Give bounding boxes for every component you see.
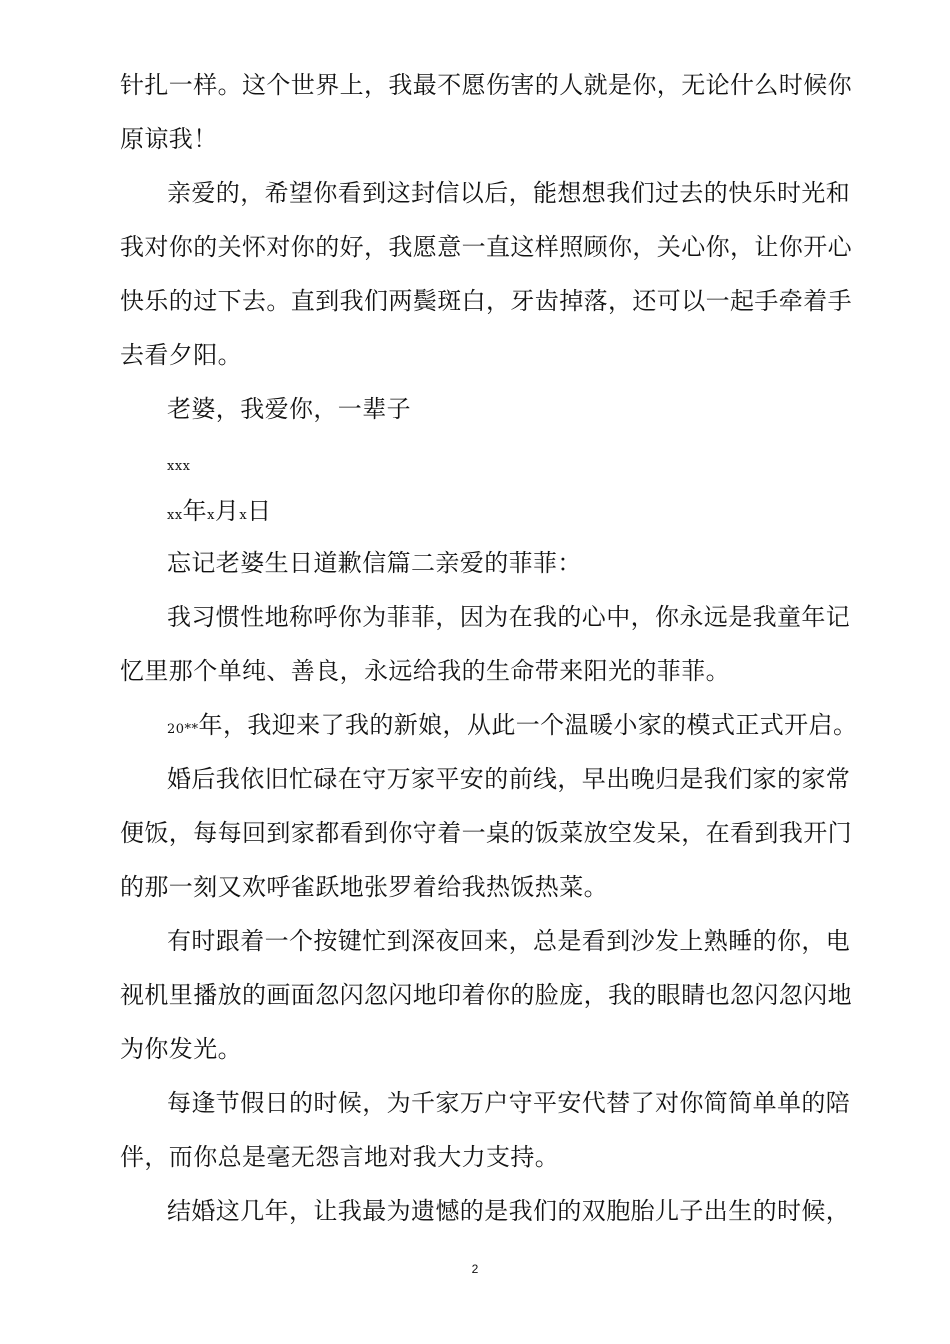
text-line: 我对你的关怀对你的好，我愿意一直这样照顾你，关心你，让你开心 [120,233,852,261]
text-line: 伴，而你总是毫无怨言地对我大力支持。 [120,1143,560,1171]
section-heading: 忘记老婆生日道歉信篇二亲爱的菲菲： [167,549,582,577]
year-placeholder: 20** [167,722,199,737]
paragraph-start [167,710,887,745]
text-line: 快乐的过下去。直到我们两鬓斑白，牙齿掉落，还可以一起手牵着手 [120,287,852,315]
date-month-label: 月 [214,497,240,525]
date-year-placeholder: xx [167,508,183,523]
signature-date [167,496,887,531]
closing-line: 老婆，我爱你，一辈子 [167,395,411,423]
paragraph-start: 每逢节假日的时候，为千家万户守平安代替了对你简简单单的陪 [167,1089,851,1117]
text-line: 的那一刻又欢呼雀跃地张罗着给我热饭热菜。 [120,873,608,901]
paragraph-start: 有时跟着一个按键忙到深夜回来，总是看到沙发上熟睡的你，电 [167,927,851,955]
paragraph-start: 结婚这几年，让我最为遗憾的是我们的双胞胎儿子出生的时候， [167,1197,851,1225]
text-line: 去看夕阳。 [120,341,242,369]
date-day-label: 日 [247,497,272,525]
text-line: 针扎一样。这个世界上，我最不愿伤害的人就是你，无论什么时候你 [120,71,852,99]
date-year-label: 年 [182,497,208,525]
paragraph-start: 亲爱的，希望你看到这封信以后，能想想我们过去的快乐时光和 [167,179,851,207]
text-line: 便饭，每每回到家都看到你守着一桌的饭菜放空发呆，在看到我开门 [120,819,852,847]
paragraph-start: 婚后我依旧忙碌在守万家平安的前线，早出晚归是我们家的家常 [167,765,851,793]
text-line: 为你发光。 [120,1035,242,1063]
text-line: 忆里那个单纯、善良，永远给我的生命带来阳光的菲菲。 [120,657,730,685]
text-line: 视机里播放的画面忽闪忽闪地印着你的脸庞，我的眼睛也忽闪忽闪地 [120,981,852,1009]
paragraph-start: 我习惯性地称呼你为菲菲，因为在我的心中，你永远是我童年记 [167,603,851,631]
date-day-placeholder: x [239,508,248,523]
paragraph-text: 年，我迎来了我的新娘，从此一个温暖小家的模式正式开启。 [198,711,858,739]
page-number: 2 [471,1262,479,1276]
date-month-placeholder: x [207,508,215,523]
text-line: 原谅我！ [120,125,218,153]
signature-name: xxx [167,459,191,474]
